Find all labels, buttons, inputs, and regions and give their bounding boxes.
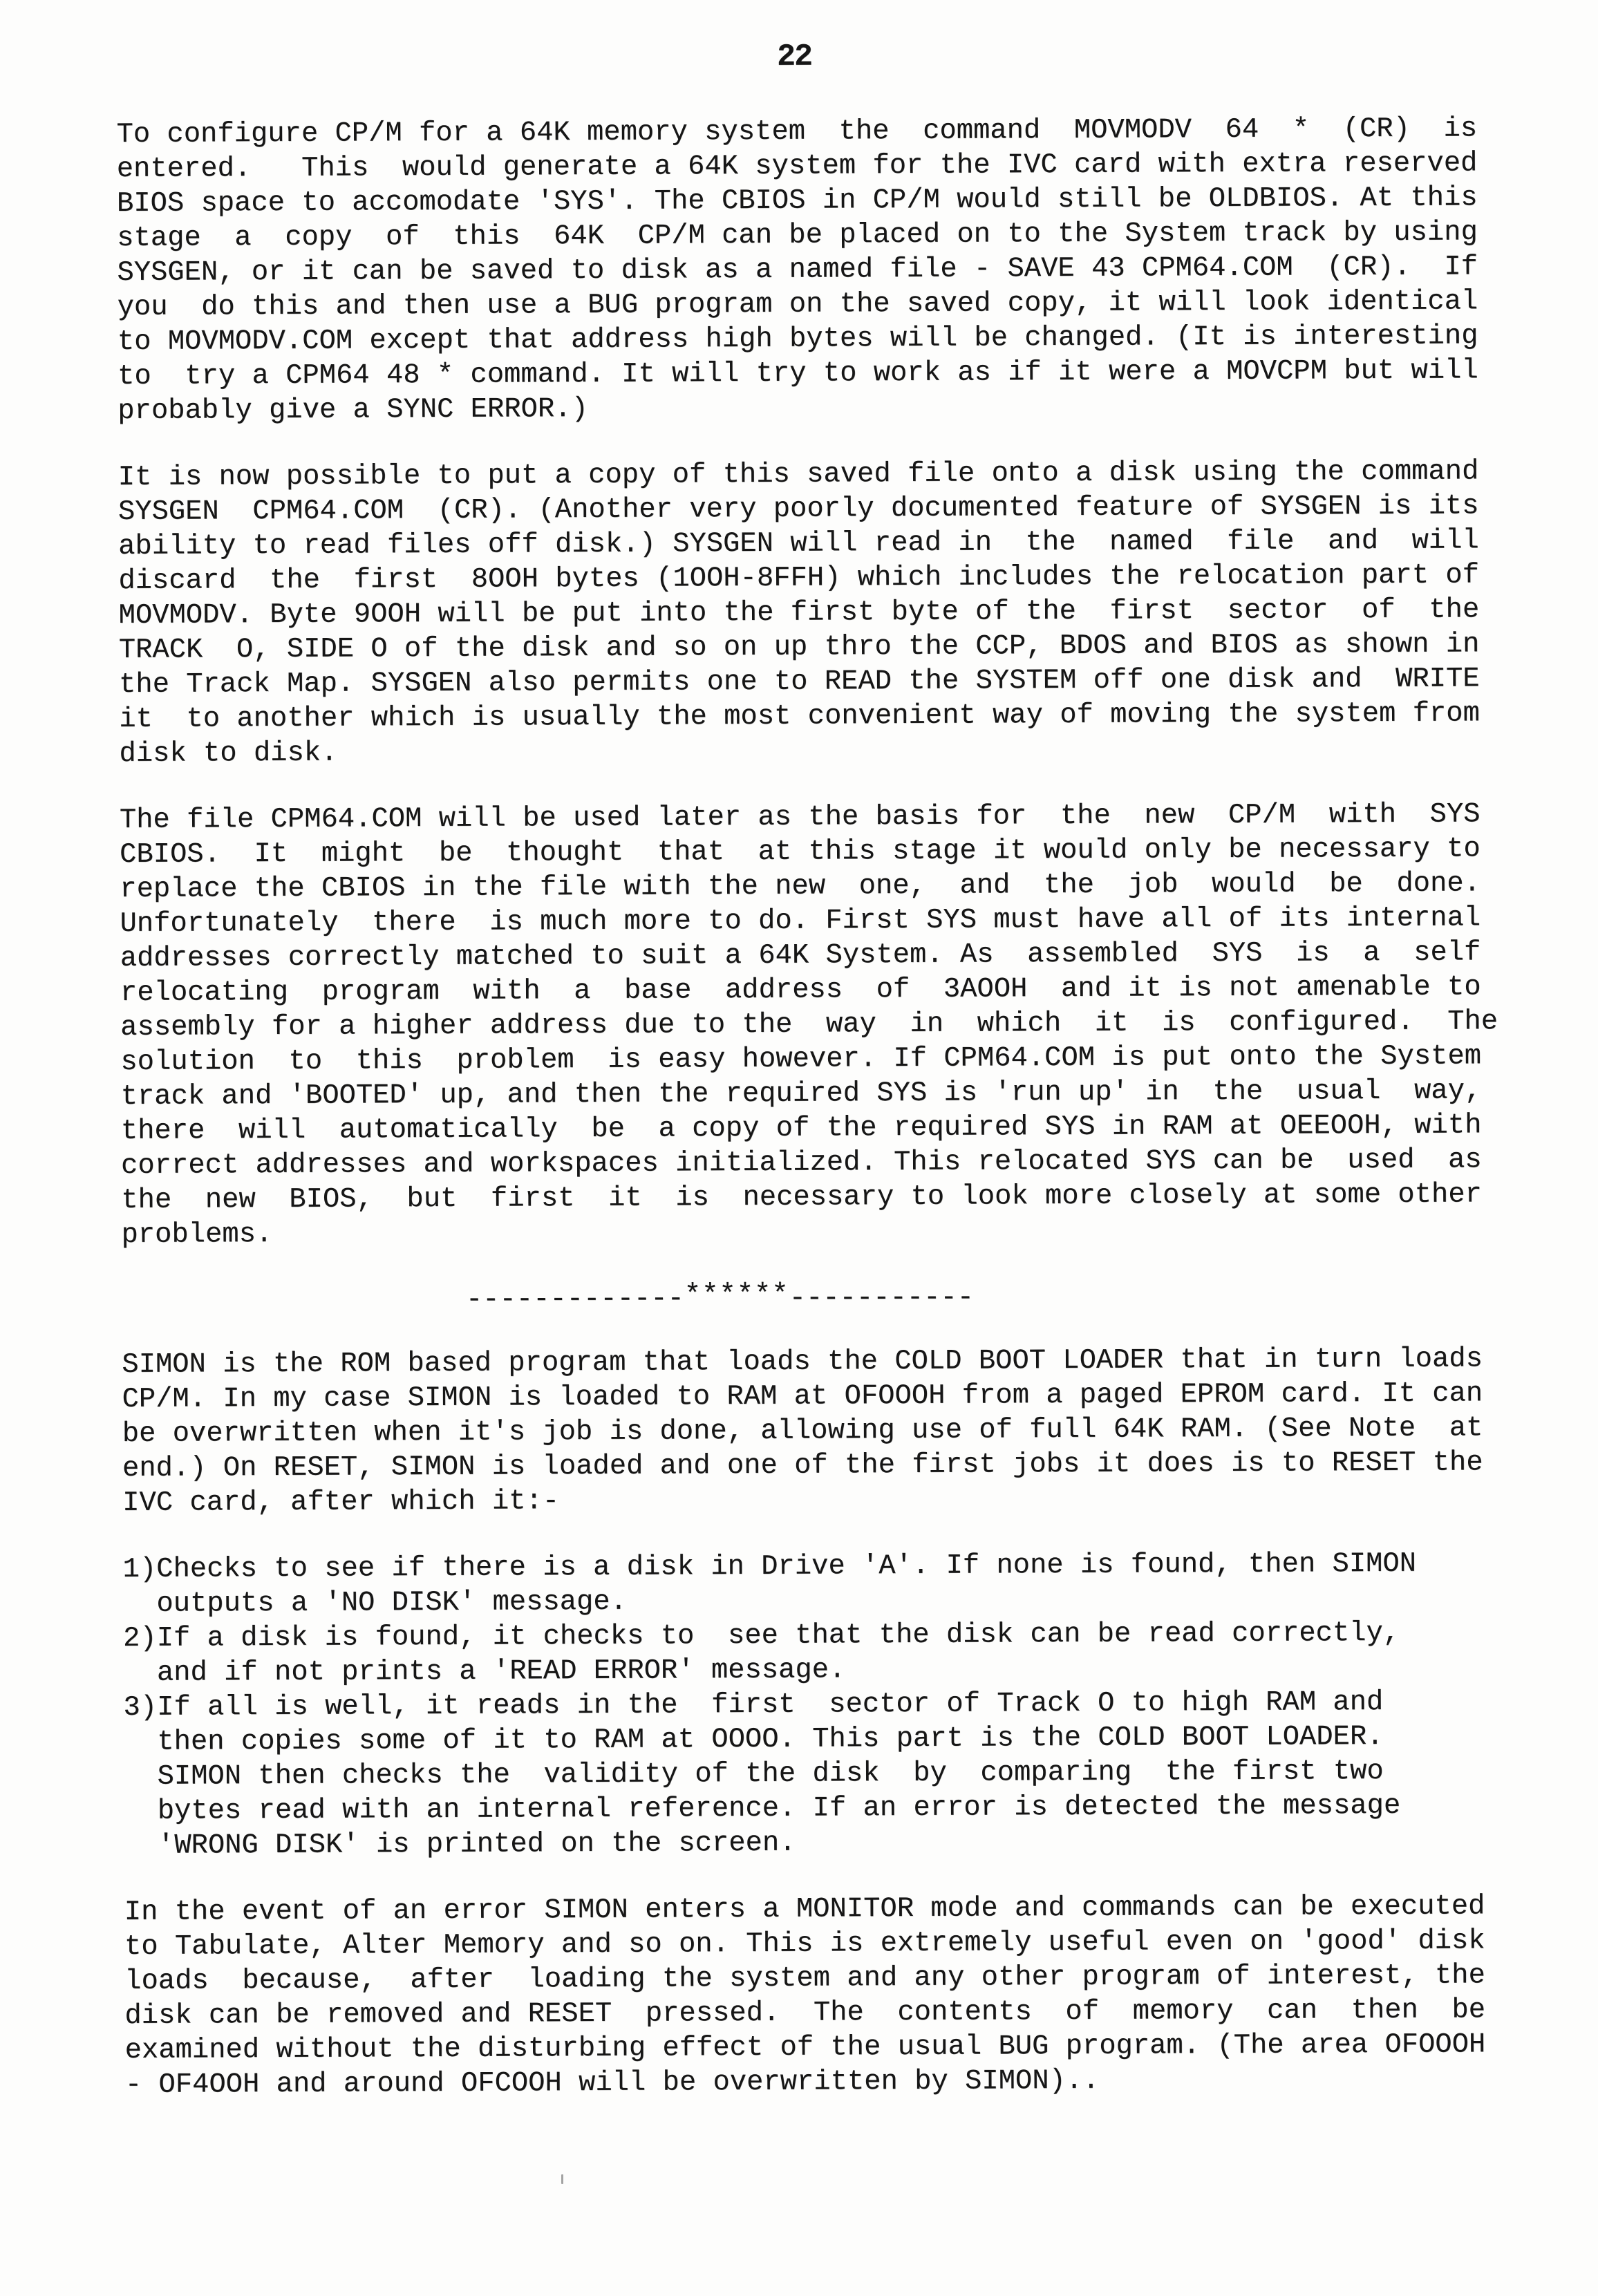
section-separator [466, 1278, 1511, 1317]
paragraph-simon-rom: SIMON is the ROM based program that loads the COLD BOOT LOADER that in turn loads CP/M. In my case SIMON is loaded to RAM at OFOOOH from a paged EPROM card. It can be overwritten when it's job is done, allowing use of full 64K RAM. (See Note at end.) On RESET, SIMON is loaded and one of the first jobs it does is to RESET the IVC card, after which it:- [122, 1343, 1483, 1519]
list-item-2-read-check: 2)If a disk is found, it checks to see that the disk can be read correctly, and if not prints a 'READ ERROR' message. [122, 1617, 1400, 1689]
simon-steps-list [123, 1546, 1514, 1863]
scan-artifact-speck [561, 2174, 563, 2184]
paragraph-sysgen: It is now possible to put a copy of this saved file onto a disk using the command SYSGEN CPM64.COM (CR). (Another very poorly documented feature of SYSGEN is its ability to read files off disk.) SYSGEN will read in the named file and will discard the first 8OOH bytes (1OOH-8FFH) which includes the relocation part of MOVMODV. Byte 9OOH will be put into the first byte of the first sector of the TRACK O, SIDE O of the disk and so on up thro the CCP, BDOS and BIOS as shown in the Track Map. SYSGEN also permits one to READ the SYSTEM off one disk and WRITE it to another which is usually the most convenient way of moving the system from disk to disk. [118, 455, 1480, 770]
separator-dashes-left: ------------- [465, 1283, 684, 1316]
list-item-3-cold-boot-loader: 3)If all is well, it reads in the first sector of Track O to high RAM and then copies some of it to RAM at OOOO. This part is the COLD BOOT LOADER. SIMON then checks the validity of the disk by comparing the first two bytes read with an internal reference. If an error is detected the message 'WRONG DISK' is printed on the screen. [123, 1686, 1401, 1862]
separator-dashes-right: ----------- [789, 1281, 975, 1315]
paragraph-configure-cpm: To configure CP/M for a 64K memory system the command MOVMODV 64 * (CR) is entered. This would generate a 64K system for the IVC card with extra reserved BIOS space to accomodate 'SYS'. The CBIOS in CP/M would still be OLDBIOS. At this stage a copy of this 64K CP/M can be placed on to the System track by using SYSGEN, or it can be saved to disk as a named file - SAVE 43 CPM64.COM (CR). If you do this and then use a BUG program on the saved copy, it will look identical to MOVMODV.COM except that address high bytes will be changed. (It is interesting to try a CPM64 48 * command. It will try to work as if it were a MOVCPM but will probably give a SYNC ERROR.) [116, 113, 1478, 427]
paragraph-cpm64-file: The file CPM64.COM will be used later as the basis for the new CP/M with SYS CBIOS. It might be thought that at this stage it would only be necessary to replace the CBIOS in the file with the new one, and the job would be done. Unfortunately there is much more to do. First SYS must have all of its internal addresses correctly matched to suit a 64K System. As assembled SYS is a self relocating program with a base address of 3AOOH and it is not amenable to assembly for a higher address due to the way in which it is configured. The solution to this problem is easy however. If CPM64.COM is put onto the System track and 'BOOTED' up, and then the required SYS is 'run up' in the usual way, there will automatically be a copy of the required SYS in RAM at OEEOOH, with correct addresses and workspaces initialized. This relocated SYS can be used as the new BIOS, but first it is necessary to look more closely at some other problems. [119, 798, 1498, 1251]
page-number: 22 [776, 39, 812, 75]
list-item-1-check-disk: 1)Checks to see if there is a disk in Drive 'A'. If none is found, then SIMON outputs a 'NO DISK' message. [122, 1547, 1417, 1620]
paragraph-monitor-mode: In the event of an error SIMON enters a MONITOR mode and commands can be executed to Tabulate, Alter Memory and so on. This is extremely useful even on 'good' disk loads because, after loading the system and any other program of interest, the disk can be removed and RESET pressed. The contents of memory can then be examined without the disturbing effect of the usual BUG program. (The area OFOOOH - OF4OOH and around OFCOOH will be overwritten by SIMON).. [124, 1890, 1486, 2101]
typewritten-text-block [116, 37, 1514, 2134]
separator-asterisks: ****** [684, 1279, 789, 1312]
